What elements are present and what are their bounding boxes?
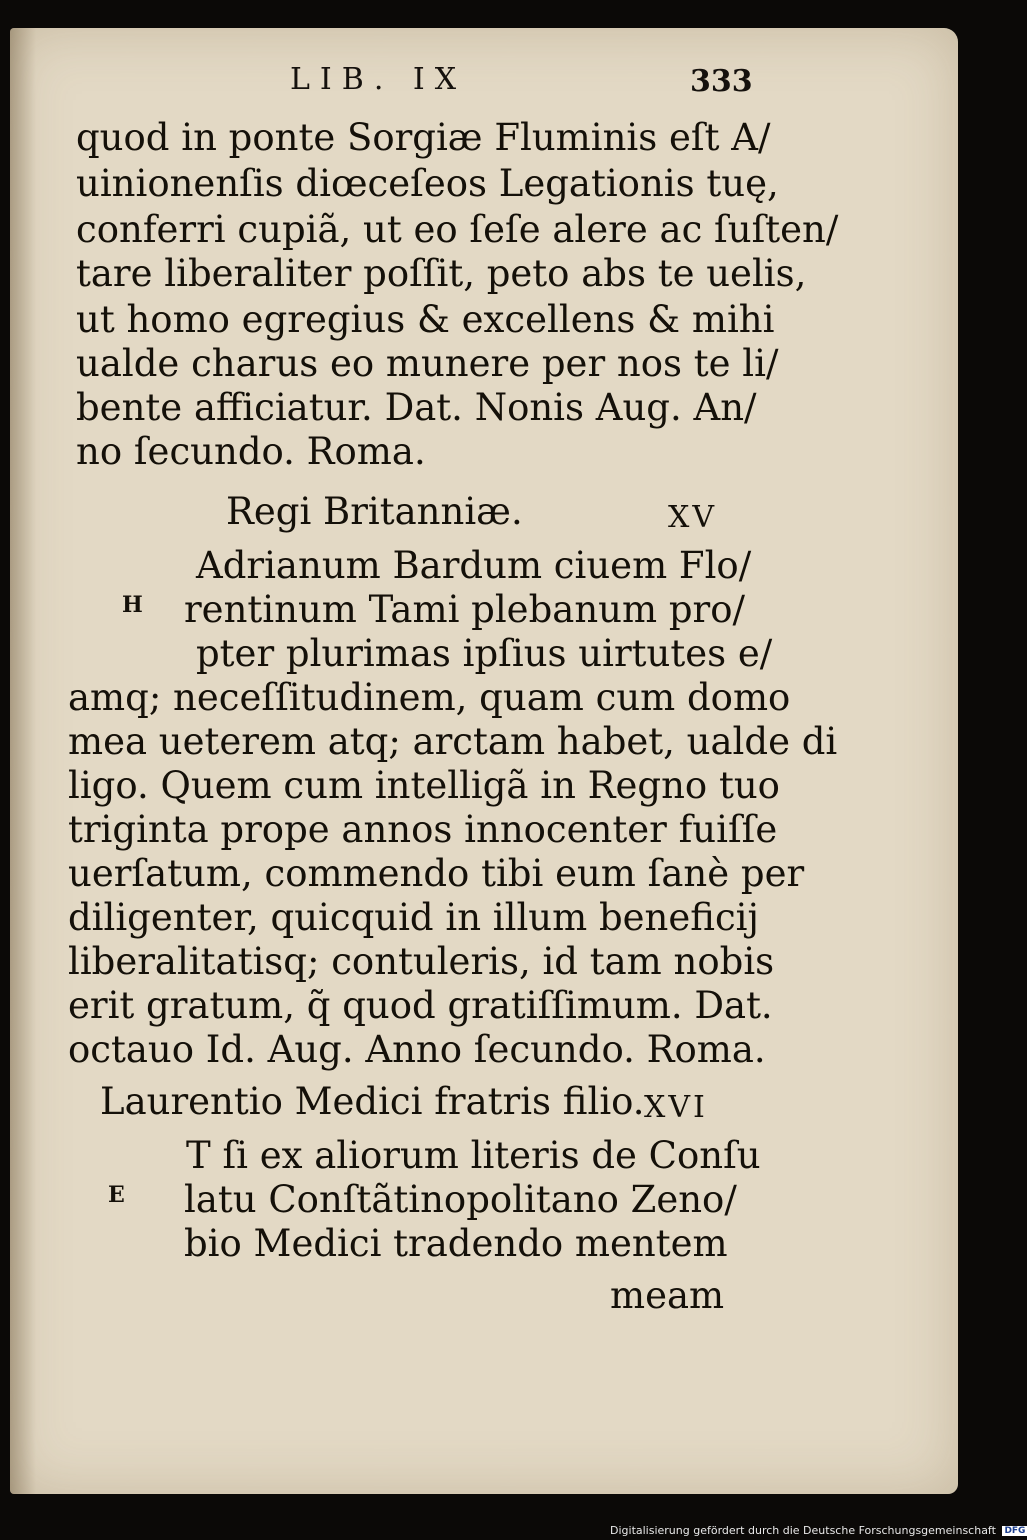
text-line: latu Conſtãtinopolitano Zeno/ bbox=[184, 1178, 737, 1221]
letter-number: XV bbox=[668, 500, 718, 535]
guide-letter: E bbox=[108, 1182, 125, 1208]
text-line: liberalitatisq; contuleris, id tam nobis bbox=[68, 940, 775, 983]
letter-heading: Regi Britanniæ. bbox=[226, 490, 523, 533]
text-line: octauo Id. Aug. Anno ſecundo. Roma. bbox=[68, 1028, 766, 1071]
text-line: ualde charus eo munere per nos te li/ bbox=[76, 342, 779, 385]
page-header bbox=[0, 62, 1000, 102]
text-line: bente afficiatur. Dat. Nonis Aug. An/ bbox=[76, 386, 757, 429]
text-line: ligo. Quem cum intelligã in Regno tuo bbox=[68, 764, 780, 807]
text-line: diligenter, quicquid in illum beneficij bbox=[68, 896, 759, 939]
text-line: conferri cupiã, ut eo ſeſe alere ac ſuſten/ bbox=[76, 208, 839, 251]
text-line: amq; neceſſitudinem, quam cum domo bbox=[68, 676, 791, 719]
text-line: triginta prope annos innocenter fuiſſe bbox=[68, 808, 778, 851]
running-head: LIB. IX bbox=[290, 62, 467, 97]
guide-letter: H bbox=[122, 592, 143, 618]
text-line: Adrianum Bardum ciuem Flo/ bbox=[196, 544, 752, 587]
catchword: meam bbox=[610, 1274, 725, 1317]
text-line: no ſecundo. Roma. bbox=[76, 430, 426, 473]
text-line: quod in ponte Sorgiæ Fluminis eſt A/ bbox=[76, 116, 771, 159]
letter-number: XVI bbox=[644, 1090, 708, 1125]
digitization-credit bbox=[610, 1524, 1027, 1537]
text-line: bio Medici tradendo mentem bbox=[184, 1222, 728, 1265]
text-line: erit gratum, q̃ quod gratiſſimum. Dat. bbox=[68, 984, 773, 1027]
text-line: uerſatum, commendo tibi eum ſanè per bbox=[68, 852, 805, 895]
page-number: 333 bbox=[690, 64, 753, 99]
text-line: tare liberaliter poſſit, peto abs te uelis, bbox=[76, 252, 807, 295]
text-line: ut homo egregius & excellens & mihi bbox=[76, 298, 775, 341]
text-line: pter plurimas ipſius uirtutes e/ bbox=[196, 632, 773, 675]
text-line: mea ueterem atq; arctam habet, ualde di bbox=[68, 720, 838, 763]
text-line: rentinum Tami plebanum pro/ bbox=[184, 588, 745, 631]
credit-text: Digitalisierung gefördert durch die Deutsche Forschungsgemeinschaft bbox=[610, 1524, 996, 1537]
letter-heading: Laurentio Medici fratris filio. bbox=[100, 1080, 645, 1123]
text-line: uinionenſis diœceſeos Legationis tuę, bbox=[76, 162, 779, 205]
dfg-logo: DFG bbox=[1004, 1526, 1026, 1536]
text-line: T ſi ex aliorum literis de Conſu bbox=[186, 1134, 761, 1177]
